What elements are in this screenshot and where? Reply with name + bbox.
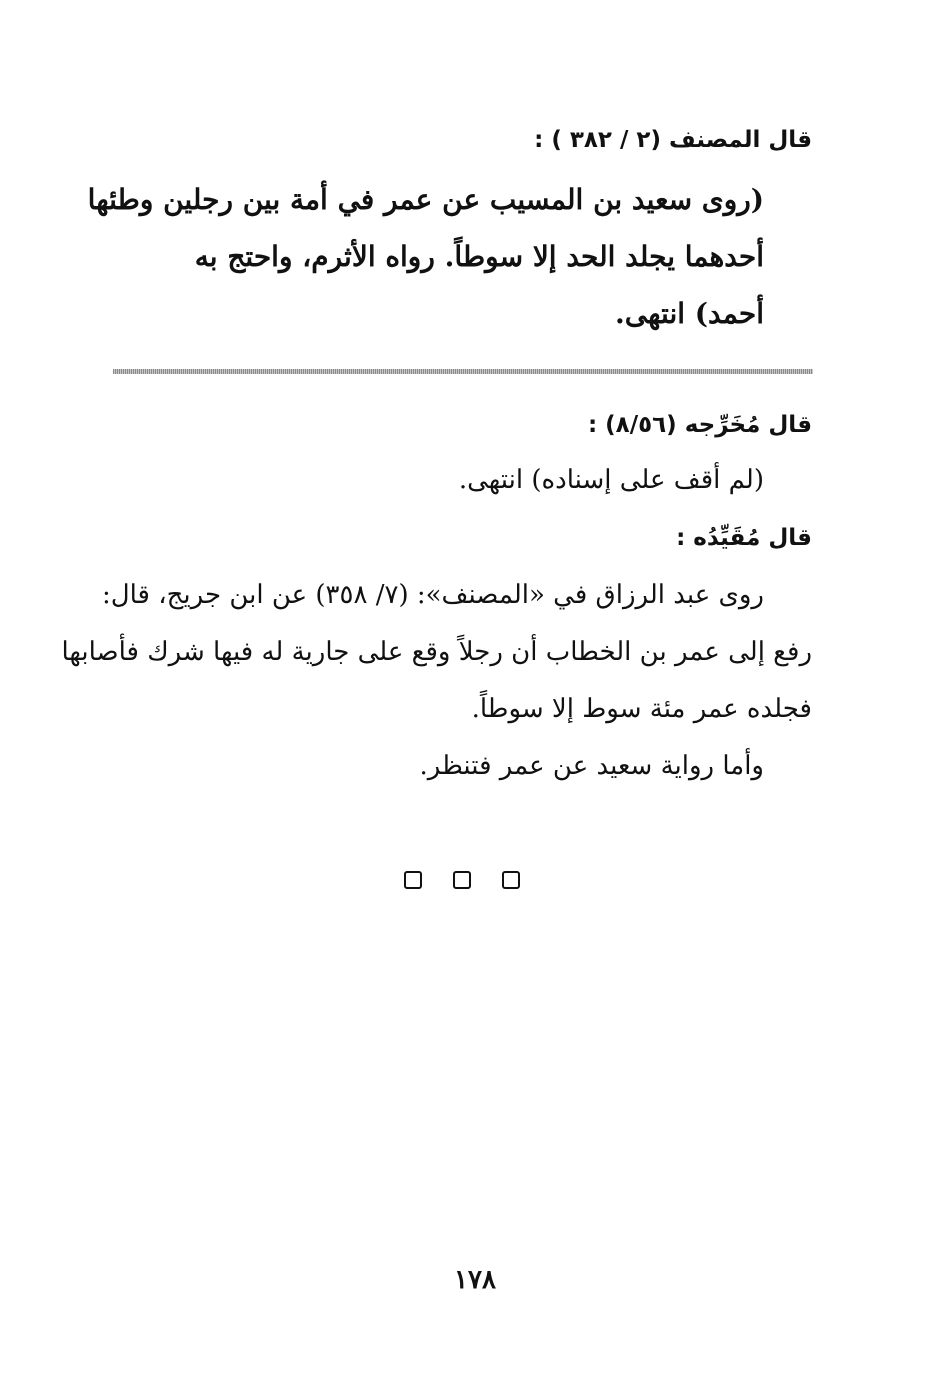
box-icon [453, 871, 471, 889]
section-divider [113, 369, 813, 374]
box-icon [404, 871, 422, 889]
quote-line-1: (روى سعيد بن المسيب عن عمر في أمة بين رجلين وطئها [87, 183, 764, 216]
section-heading-takhrij: قال مُخَرِّجه (٨/٥٦) : [587, 412, 812, 438]
muqayyid-line-2: رفع إلى عمر بن الخطاب أن رجلاً وقع على جارية له فيها شرك فأصابها [61, 637, 812, 667]
quote-line-2: أحدهما يجلد الحد إلا سوطاً. رواه الأثرم، واحتج به [194, 240, 764, 273]
section-heading-muqayyid: قال مُقَيِّدُه : [676, 525, 812, 551]
muqayyid-line-1: روى عبد الرزاق في «المصنف»: (٧/ ٣٥٨) عن ابن جريج، قال: [101, 580, 764, 610]
box-icon [502, 871, 520, 889]
muqayyid-line-4: وأما رواية سعيد عن عمر فتنظر. [419, 751, 764, 781]
muqayyid-line-3: فجلده عمر مئة سوط إلا سوطاً. [471, 694, 812, 724]
takhrij-line-1: (لم أقف على إسناده) انتهى. [458, 465, 764, 495]
page-number: ١٧٨ [454, 1265, 496, 1295]
section-heading-author: قال المصنف (٢ / ٣٨٢ ) : [534, 127, 812, 153]
section-end-ornament [404, 871, 520, 889]
quote-line-3: أحمد) انتهى. [615, 297, 764, 330]
